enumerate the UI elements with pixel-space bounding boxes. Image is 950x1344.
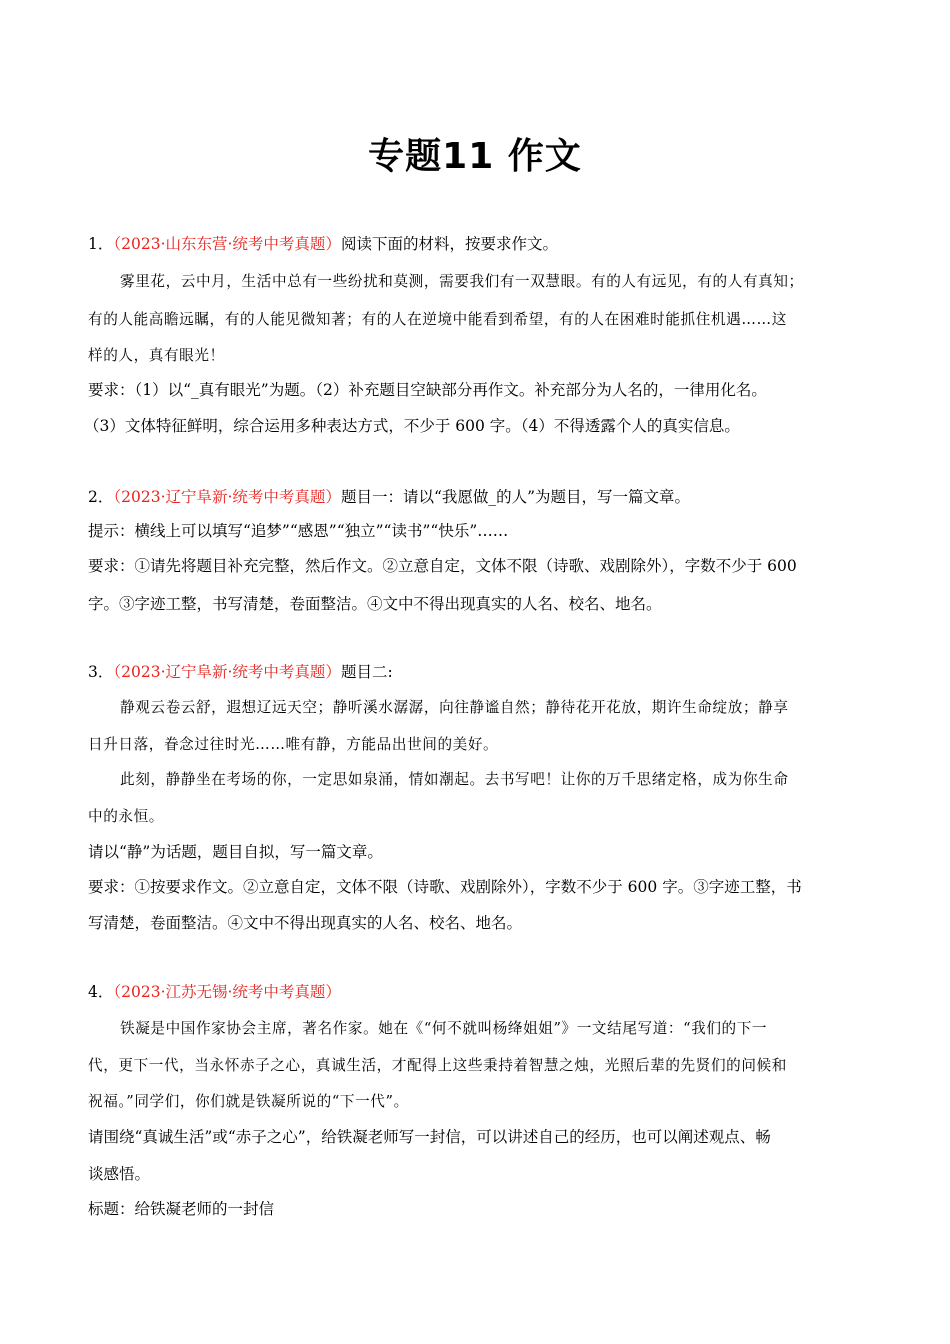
question-number: 4． — [88, 983, 114, 1001]
requirement-line: 要求：①按要求作文。②立意自定，文体不限（诗歌、戏剧除外），字数不少于 600 字。③字迹工整，书 — [88, 878, 802, 896]
material-line: 铁凝是中国作家协会主席，著名作家。她在《“何不就叫杨绛姐姐”》一文结尾写道：“我们的下一 — [120, 1020, 768, 1037]
material-line: 有的人能高瞻远瞩，有的人能见微知著；有的人在逆境中能看到希望，有的人在困难时能抓住机遇……这 — [88, 311, 787, 328]
question-lead: 题目一：请以“我愿做_的人”为题目，写一篇文章。 — [340, 488, 691, 506]
material-line: 代，更下一代，当永怀赤子之心，真诚生活，才配得上这些秉持着智慧之烛，光照后辈的先贤们的问候和 — [88, 1057, 787, 1074]
requirement-line: （3）文体特征鲜明，综合运用多种表达方式，不少于 600 字。（4）不得透露个人的真实信息。 — [84, 417, 740, 435]
requirement-line: 字。③字迹工整，书写清楚，卷面整洁。④文中不得出现真实的人名、校名、地名。 — [88, 595, 662, 613]
source-tag: （2023·山东东营·统考中考真题） — [113, 235, 341, 253]
requirement-line: 写清楚，卷面整洁。④文中不得出现真实的人名、校名、地名。 — [88, 914, 523, 932]
question-number: 3． — [88, 663, 114, 681]
source-tag: （2023·江苏无锡·统考中考真题） — [113, 983, 341, 1001]
question-1-header — [88, 233, 868, 255]
prompt-line: 请围绕“真诚生活”或“赤子之心”，给铁凝老师写一封信，可以讲述自己的经历，也可以阐述观点、畅 — [88, 1128, 771, 1146]
question-4-header — [88, 981, 868, 1003]
hint-line: 提示：横线上可以填写“追梦”“感恩”“独立”“读书”“快乐”…… — [88, 522, 509, 540]
question-3-header — [88, 661, 868, 683]
material-line: 日升日落，眷念过往时光……唯有静，方能品出世间的美好。 — [88, 736, 499, 753]
page-title: 专题11 作文 — [368, 136, 582, 177]
prompt-line: 谈感悟。 — [88, 1165, 151, 1183]
material-line: 此刻，静静坐在考场的你，一定思如泉涌，情如潮起。去书写吧！让你的万千思绪定格，成为你生命 — [120, 771, 789, 788]
material-line: 祝福。”同学们，你们就是铁凝所说的“下一代”。 — [88, 1093, 409, 1110]
question-number: 2． — [88, 488, 114, 506]
material-line: 中的永恒。 — [88, 808, 164, 825]
question-lead: 题目二: — [340, 663, 393, 681]
essay-heading: 标题：给铁凝老师的一封信 — [88, 1200, 275, 1218]
source-tag: （2023·辽宁阜新·统考中考真题） — [113, 663, 341, 681]
requirement-line: 要求：（1）以“_真有眼光”为题。（2）补充题目空缺部分再作文。补充部分为人名的，一律用化名。 — [88, 381, 767, 399]
requirement-line: 要求：①请先将题目补充完整，然后作文。②立意自定，文体不限（诗歌、戏剧除外），字数不少于 600 — [88, 557, 797, 575]
material-line: 静观云卷云舒，遐想辽远天空；静听溪水潺潺，向往静谧自然；静待花开花放，期许生命绽放；静享 — [120, 699, 789, 716]
source-tag: （2023·辽宁阜新·统考中考真题） — [113, 488, 341, 506]
question-lead: 阅读下面的材料，按要求作文。 — [340, 235, 558, 253]
material-line: 雾里花，云中月，生活中总有一些纷扰和莫测，需要我们有一双慧眼。有的人有远见，有的人有真知； — [120, 273, 804, 290]
material-line: 样的人，真有眼光！ — [88, 347, 225, 364]
prompt-line: 请以“静”为话题，题目自拟，写一篇文章。 — [88, 843, 383, 861]
question-number: 1． — [88, 235, 114, 253]
question-2-header — [88, 486, 868, 508]
